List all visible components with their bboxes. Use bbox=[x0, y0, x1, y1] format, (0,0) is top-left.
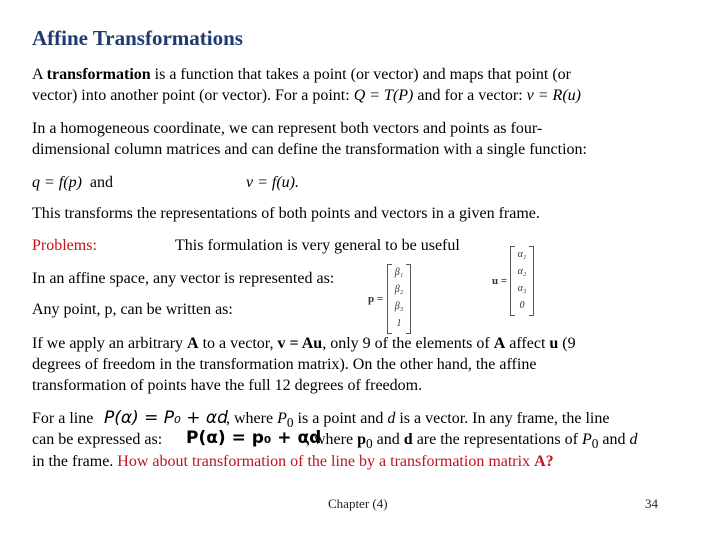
line-text-2a: can be expressed as: bbox=[32, 431, 163, 448]
affine-vector-text: In an affine space, any vector is represented as: bbox=[32, 270, 335, 287]
formula-line-frame: P(α) = p₀ + αd bbox=[186, 428, 322, 448]
line-text-3: in the frame. How about transformation of the line by a transformation matrix A? bbox=[32, 453, 554, 470]
problems-text: This formulation is very general to be useful bbox=[175, 237, 460, 254]
matrix-p-label: p = bbox=[368, 293, 384, 305]
question-text: How about transformation of the line by a transformation matrix bbox=[117, 453, 535, 470]
footer-chapter: Chapter (4) bbox=[328, 496, 388, 511]
matrix-p: β₁ β₂ β₃ 1 bbox=[387, 264, 411, 334]
problems-label: Problems: bbox=[32, 237, 97, 254]
line-text-1b: , where $P_0$ is a point and d is a vector. In any frame, the line bbox=[226, 410, 610, 431]
paragraph-frame: This transforms the representations of both points and vectors in a given frame. bbox=[32, 205, 540, 222]
paragraph-homogeneous: In a homogeneous coordinate, we can represent both vectors and points as four- dimensional column matrices and can define the transformation with a single function: bbox=[32, 120, 587, 158]
line-text-1a: For a line bbox=[32, 410, 94, 427]
paragraph-transformation: A transformation is a function that takes a point (or vector) and maps that point (or vector) into another point (or vector). For a point: Q = T(P) and for a vector: v = R(u) bbox=[32, 66, 581, 104]
matrix-u: α₁ α₂ α₃ 0 bbox=[510, 246, 534, 316]
page-title: Affine Transformations bbox=[32, 26, 243, 50]
equation-v: v = f(u). bbox=[246, 174, 299, 191]
equation-q: q = f(p) and bbox=[32, 174, 114, 191]
affine-point-text: Any point, p, can be written as: bbox=[32, 301, 233, 318]
matrix-u-label: u = bbox=[492, 275, 508, 287]
page-number: 34 bbox=[645, 496, 658, 511]
formula-line-abstract: P(α) = P₀ + αd bbox=[104, 408, 228, 428]
line-text-2b: , where $p_0$ and d are the representations of $P_0$ and d bbox=[306, 431, 638, 452]
paragraph-degrees-of-freedom: If we apply an arbitrary A to a vector, v = Au, only 9 of the elements of A affect u (9 degrees of freedom in the transformation matrix). On the other hand, the affine transformation of points have the full 12 degrees of freedom. bbox=[32, 335, 576, 394]
